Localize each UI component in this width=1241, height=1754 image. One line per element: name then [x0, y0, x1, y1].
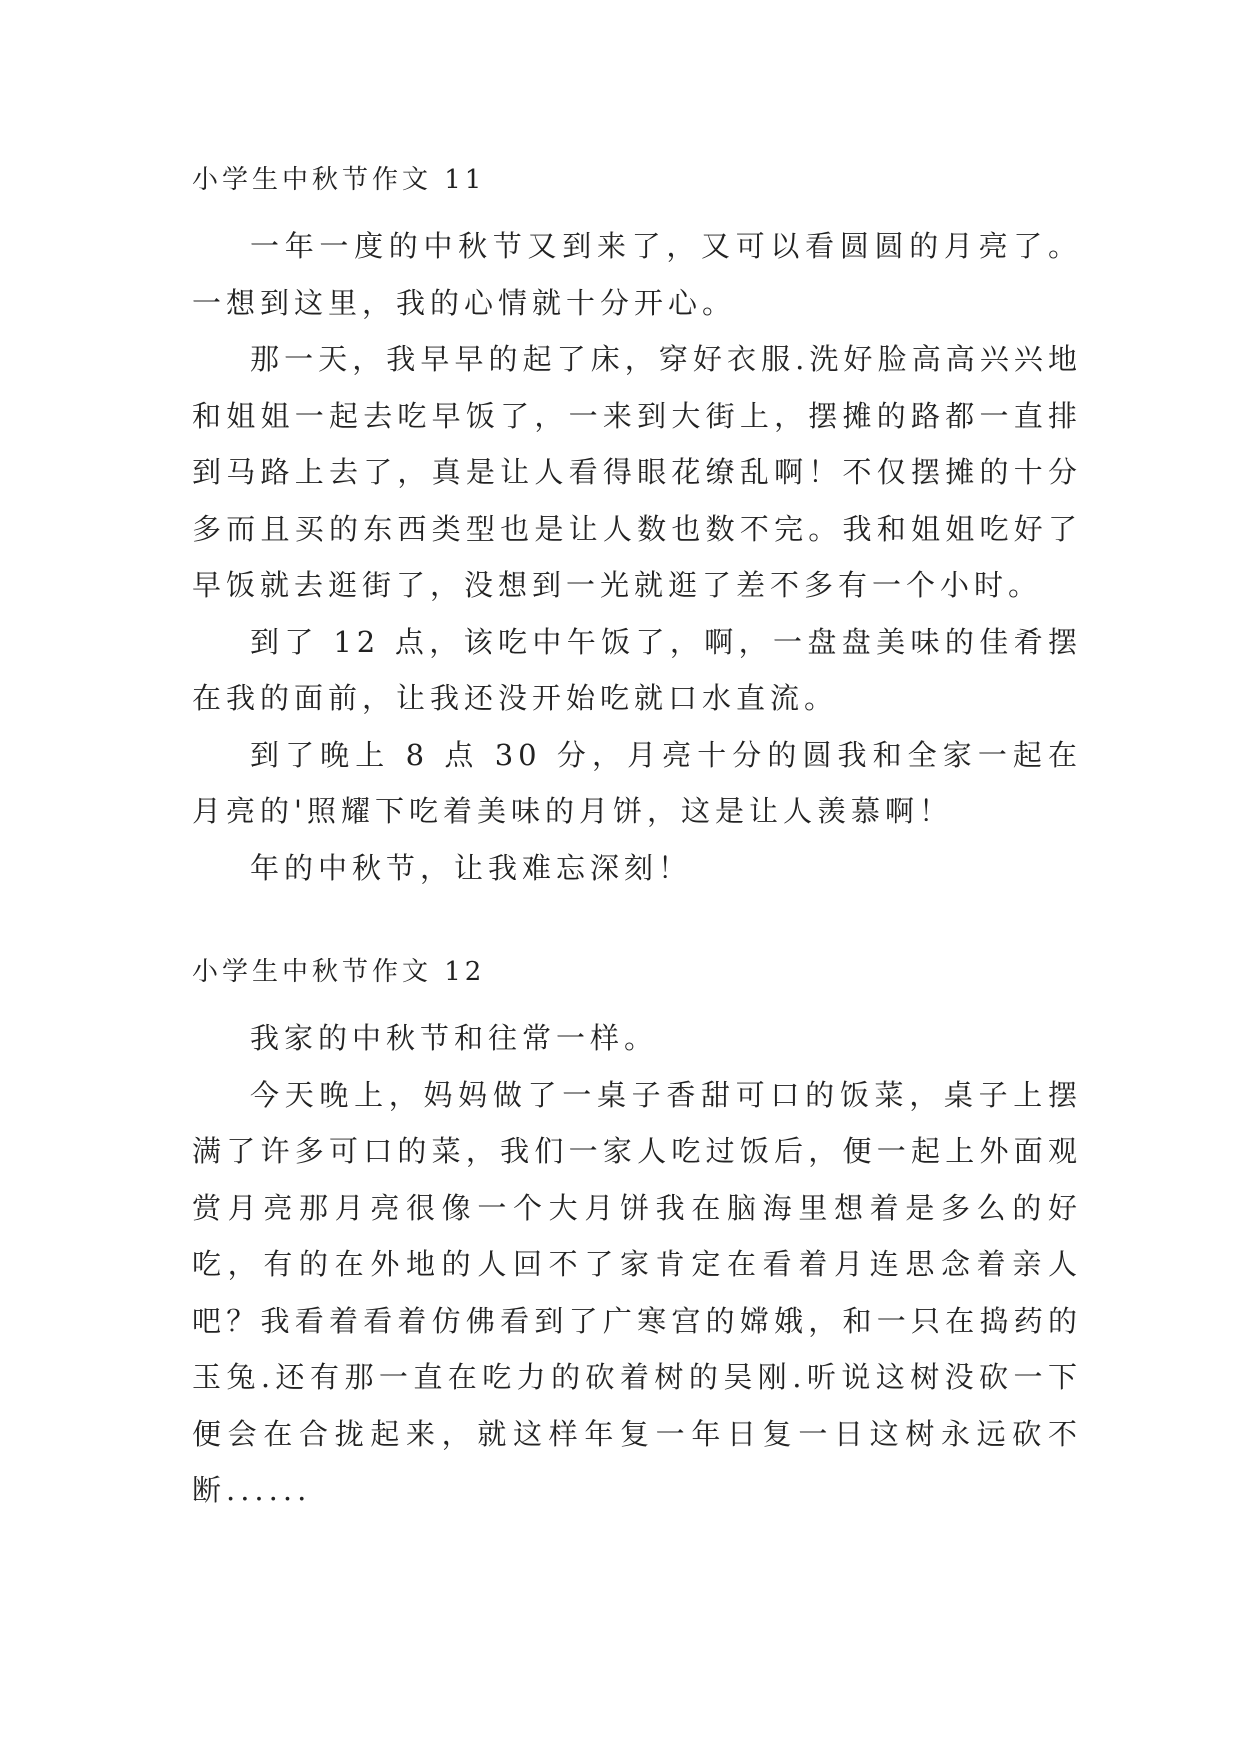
essay-paragraph: 到了晚上 8 点 30 分，月亮十分的圆我和全家一起在月亮的'照耀下吃着美味的月饼，这是让人羡慕啊！ [192, 737, 1082, 828]
essay-paragraph: 那一天，我早早的起了床，穿好衣服.洗好脸高高兴兴地和姐姐一起去吃早饭了，一来到大街上，摆摊的路都一直排到马路上去了，真是让人看得眼花缭乱啊！不仅摆摊的十分多而且买的东西类型也是让人数也数不完。我和姐姐吃好了早饭就去逛街了，没想到一光就逛了差不多有一个小时。 [192, 342, 1082, 602]
essay-paragraph: 年的中秋节，让我难忘深刻！ [250, 850, 693, 885]
essay-12 [192, 952, 1082, 1519]
essay-paragraph: 一年一度的中秋节又到来了，又可以看圆圆的月亮了。一想到这里，我的心情就十分开心。 [192, 229, 1082, 320]
document-page [192, 160, 1082, 1519]
essay-title: 小学生中秋节作文 12 [192, 957, 486, 987]
essay-11 [192, 160, 1082, 896]
essay-paragraph: 今天晚上，妈妈做了一桌子香甜可口的饭菜，桌子上摆满了许多可口的菜，我们一家人吃过饭后，便一起上外面观赏月亮那月亮很像一个大月饼我在脑海里想着是多么的好吃，有的在外地的人回不了家肯定在看着月连思念着亲人吧？我看着看着仿佛看到了广寒宫的嫦娥，和一只在捣药的玉兔.还有那一直在吃力的砍着树的吴刚.听说这树没砍一下便会在合拢起来，就这样年复一年日复一日这树永远砍不断...... [192, 1077, 1082, 1507]
essay-paragraph: 我家的中秋节和往常一样。 [250, 1021, 659, 1055]
essay-paragraph: 到了 12 点，该吃中午饭了，啊，一盘盘美味的佳肴摆在我的面前，让我还没开始吃就口水直流。 [192, 624, 1082, 715]
essay-title: 小学生中秋节作文 11 [192, 165, 486, 195]
